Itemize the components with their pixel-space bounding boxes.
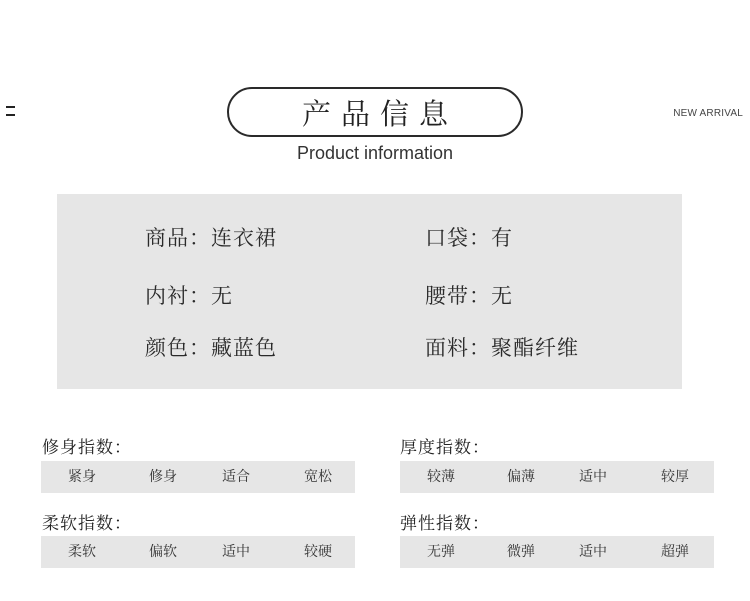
softness-index-bar <box>41 536 355 568</box>
new-arrival-tag: NEW ARRIVAL <box>673 108 743 119</box>
spec-pocket: 口袋：有 <box>425 226 513 250</box>
thickness-option: 较薄 <box>427 469 455 485</box>
section-title-en: Product information <box>296 143 454 163</box>
softness-option: 柔软 <box>68 544 96 560</box>
softness-option: 较硬 <box>304 544 332 560</box>
softness-option: 偏软 <box>149 544 177 560</box>
fit-option: 适合 <box>222 469 250 485</box>
spec-product: 商品：连衣裙 <box>145 226 277 250</box>
fit-option: 宽松 <box>304 469 332 485</box>
spec-color: 颜色：藏蓝色 <box>145 336 277 360</box>
spec-fabric: 面料：聚酯纤维 <box>425 336 579 360</box>
elasticity-option: 微弹 <box>507 544 535 560</box>
fit-option: 紧身 <box>68 469 96 485</box>
elasticity-option: 无弹 <box>427 544 455 560</box>
thickness-option: 偏薄 <box>507 469 535 485</box>
menu-mark-icon <box>6 105 15 117</box>
product-spec-panel <box>57 194 682 389</box>
fit-option: 修身 <box>149 469 177 485</box>
elasticity-index-bar <box>400 536 714 568</box>
fit-index-title: 修身指数： <box>42 438 132 458</box>
spec-belt: 腰带：无 <box>425 284 513 308</box>
thickness-index-bar <box>400 461 714 493</box>
elasticity-index-title: 弹性指数： <box>400 514 490 534</box>
section-title-badge <box>227 87 523 137</box>
softness-index-title: 柔软指数： <box>42 514 132 534</box>
thickness-option: 较厚 <box>661 469 689 485</box>
fit-index-bar <box>41 461 355 493</box>
section-title-cn: 产品信息 <box>301 96 458 131</box>
softness-option: 适中 <box>222 544 250 560</box>
elasticity-option: 超弹 <box>661 544 689 560</box>
spec-lining: 内衬：无 <box>145 284 233 308</box>
elasticity-option: 适中 <box>579 544 607 560</box>
thickness-option: 适中 <box>579 469 607 485</box>
thickness-index-title: 厚度指数： <box>400 438 490 458</box>
